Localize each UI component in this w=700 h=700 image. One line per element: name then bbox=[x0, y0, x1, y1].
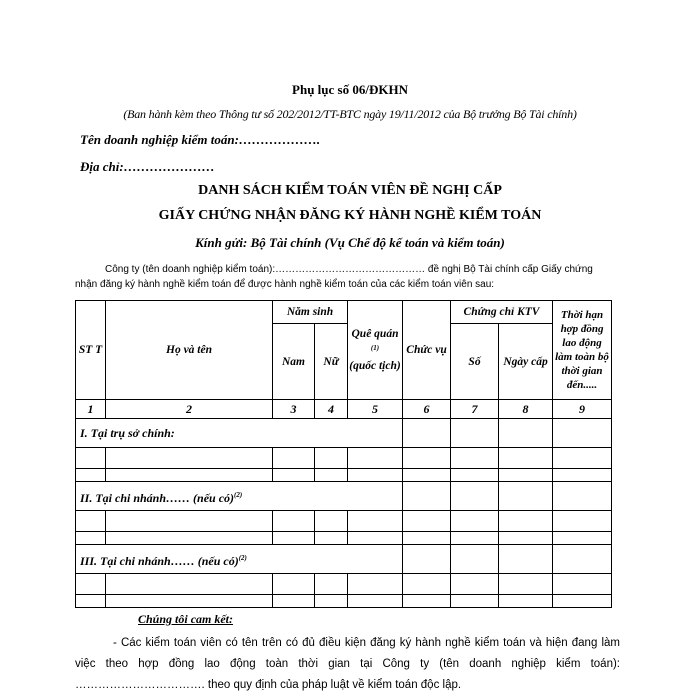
header-stt: ST T bbox=[76, 301, 106, 400]
column-number: 8 bbox=[499, 400, 553, 419]
address-label: Địa chỉ:………………… bbox=[80, 159, 215, 174]
intro-paragraph: Công ty (tên doanh nghiệp kiểm toán):……………………………………… đề nghị Bộ Tài chính cấp Giấy chứng nhận đăng ký hành nghề kiểm toán để được hành nghề kiểm toán của các kiểm toán viên sau: bbox=[75, 264, 593, 290]
column-number: 4 bbox=[315, 400, 348, 419]
column-number: 9 bbox=[553, 400, 612, 419]
header-contract: Thời hạn hợp đồng lao động làm toàn bộ thời gian đến..... bbox=[553, 301, 612, 400]
column-number: 5 bbox=[348, 400, 403, 419]
column-number: 3 bbox=[273, 400, 315, 419]
header-cert-no: Số bbox=[451, 324, 499, 400]
header-cert-date: Ngày cấp bbox=[499, 324, 553, 400]
section-label: III. Tại chi nhánh…… (nếu có) bbox=[80, 553, 239, 568]
section-branch-2 bbox=[76, 545, 403, 574]
auditor-table bbox=[75, 300, 612, 608]
column-number: 6 bbox=[403, 400, 451, 419]
header-position: Chức vụ bbox=[403, 301, 451, 400]
header-male: Nam bbox=[273, 324, 315, 400]
header-name: Họ và tên bbox=[106, 301, 273, 400]
section-branch-1 bbox=[76, 482, 403, 511]
document-title-line2: GIẤY CHỨNG NHẬN ĐĂNG KÝ HÀNH NGHỀ KIỂM TOÁN bbox=[158, 208, 542, 223]
commitment-heading: Chúng tôi cam kết: bbox=[138, 612, 234, 626]
column-number: 7 bbox=[451, 400, 499, 419]
section-sup: (2) bbox=[238, 553, 247, 562]
commitment-body: - Các kiểm toán viên có tên trên có đủ điều kiện đăng ký hành nghề kiểm toán và hiện đang làm việc theo hợp đồng lao động toàn thời gian tại Công ty (tên doanh nghiệp kiểm toán): ……………………………. theo quy định của pháp luật về kiểm toán độc lập. bbox=[75, 637, 620, 691]
header-hometown-label: Quê quán bbox=[351, 328, 399, 341]
appendix-title: Phụ lục số 06/ĐKHN bbox=[292, 82, 408, 97]
firm-name-label: Tên doanh nghiệp kiểm toán:………………. bbox=[80, 132, 321, 147]
column-number: 2 bbox=[106, 400, 273, 419]
header-hometown-note: (quốc tịch) bbox=[349, 359, 401, 372]
header-hometown bbox=[348, 301, 403, 400]
header-female: Nữ bbox=[315, 324, 348, 400]
document-title-line1: DANH SÁCH KIỂM TOÁN VIÊN ĐỀ NGHỊ CẤP bbox=[198, 183, 502, 198]
header-cert: Chứng chỉ KTV bbox=[451, 301, 553, 324]
section-label: I. Tại trụ sở chính: bbox=[80, 426, 175, 440]
header-hometown-sup: (1) bbox=[370, 344, 380, 353]
recipient-line: Kính gửi: Bộ Tài chính (Vụ Chế độ kế toán và kiểm toán) bbox=[195, 235, 505, 250]
section-head-office bbox=[76, 419, 403, 448]
column-number: 1 bbox=[76, 400, 106, 419]
header-birth-year: Năm sinh bbox=[273, 301, 348, 324]
section-sup: (2) bbox=[234, 490, 243, 499]
section-label: II. Tại chi nhánh…… (nếu có) bbox=[80, 490, 235, 505]
issued-note: (Ban hành kèm theo Thông tư số 202/2012/TT-BTC ngày 19/11/2012 của Bộ trưởng Bộ Tài chính) bbox=[123, 107, 577, 121]
